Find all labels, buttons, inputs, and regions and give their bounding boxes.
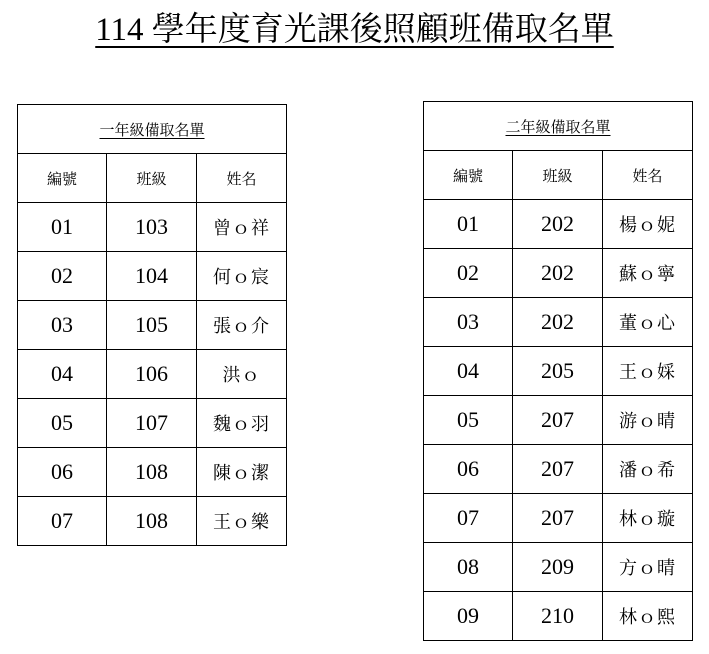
- grade2-header-number: 編號: [424, 151, 513, 200]
- row-student-name: 何ｏ宸: [197, 252, 287, 301]
- row-class: 202: [513, 200, 603, 249]
- row-student-name: 林ｏ璇: [603, 494, 693, 543]
- row-student-name: 陳ｏ潔: [197, 448, 287, 497]
- grade1-caption: [18, 105, 287, 154]
- row-student-name: 楊ｏ妮: [603, 200, 693, 249]
- grade1-caption-row: [18, 105, 287, 154]
- row-student-name: 游ｏ晴: [603, 396, 693, 445]
- table-row: [424, 347, 693, 396]
- grade1-waitlist-table: [17, 104, 287, 546]
- row-number: 07: [18, 497, 107, 546]
- row-student-name: 方ｏ晴: [603, 543, 693, 592]
- grade2-waitlist-table: [423, 101, 693, 641]
- row-number: 01: [424, 200, 513, 249]
- table-row: [18, 497, 287, 546]
- table-row: [18, 203, 287, 252]
- row-student-name: 潘ｏ希: [603, 445, 693, 494]
- grade1-header-number: 編號: [18, 154, 107, 203]
- row-class: 105: [107, 301, 197, 350]
- table-row: [424, 298, 693, 347]
- grade1-header-class: 班級: [107, 154, 197, 203]
- table-row: [424, 445, 693, 494]
- row-student-name: 林ｏ熙: [603, 592, 693, 641]
- grade2-header-name: 姓名: [603, 151, 693, 200]
- page-title: [0, 8, 709, 52]
- table-row: [424, 592, 693, 641]
- row-number: 02: [18, 252, 107, 301]
- row-class: 108: [107, 497, 197, 546]
- grade2-caption-text: 二年級備取名單: [505, 117, 611, 136]
- row-class: 207: [513, 396, 603, 445]
- row-number: 02: [424, 249, 513, 298]
- table-row: [424, 494, 693, 543]
- row-student-name: 蘇ｏ寧: [603, 249, 693, 298]
- row-student-name: 王ｏ樂: [197, 497, 287, 546]
- row-class: 202: [513, 249, 603, 298]
- grade1-caption-text: 一年級備取名單: [99, 120, 205, 139]
- grade1-header-name: 姓名: [197, 154, 287, 203]
- row-number: 01: [18, 203, 107, 252]
- grade1-header-row: [18, 154, 287, 203]
- row-class: 202: [513, 298, 603, 347]
- row-class: 107: [107, 399, 197, 448]
- table-row: [18, 399, 287, 448]
- row-student-name: 王ｏ婇: [603, 347, 693, 396]
- row-class: 108: [107, 448, 197, 497]
- table-row: [18, 252, 287, 301]
- row-number: 04: [424, 347, 513, 396]
- row-number: 06: [424, 445, 513, 494]
- page-title-text: 114 學年度育光課後照顧班備取名單: [95, 12, 614, 48]
- table-row: [424, 396, 693, 445]
- table-row: [18, 448, 287, 497]
- grade2-caption-row: [424, 102, 693, 151]
- row-number: 09: [424, 592, 513, 641]
- grade1-table-body: [18, 105, 287, 546]
- row-number: 07: [424, 494, 513, 543]
- row-number: 03: [18, 301, 107, 350]
- table-row: [424, 200, 693, 249]
- grade2-header-class: 班級: [513, 151, 603, 200]
- row-student-name: 洪ｏ: [197, 350, 287, 399]
- row-class: 103: [107, 203, 197, 252]
- row-class: 106: [107, 350, 197, 399]
- row-student-name: 曾ｏ祥: [197, 203, 287, 252]
- row-class: 207: [513, 494, 603, 543]
- table-row: [18, 301, 287, 350]
- row-number: 06: [18, 448, 107, 497]
- row-number: 05: [18, 399, 107, 448]
- row-class: 210: [513, 592, 603, 641]
- row-class: 205: [513, 347, 603, 396]
- grade2-caption: [424, 102, 693, 151]
- row-class: 209: [513, 543, 603, 592]
- grade2-header-row: [424, 151, 693, 200]
- grade2-table-body: [424, 102, 693, 641]
- row-number: 05: [424, 396, 513, 445]
- row-student-name: 董ｏ心: [603, 298, 693, 347]
- row-class: 104: [107, 252, 197, 301]
- table-row: [424, 543, 693, 592]
- row-number: 08: [424, 543, 513, 592]
- row-student-name: 張ｏ介: [197, 301, 287, 350]
- row-student-name: 魏ｏ羽: [197, 399, 287, 448]
- table-row: [18, 350, 287, 399]
- row-number: 03: [424, 298, 513, 347]
- table-row: [424, 249, 693, 298]
- row-class: 207: [513, 445, 603, 494]
- row-number: 04: [18, 350, 107, 399]
